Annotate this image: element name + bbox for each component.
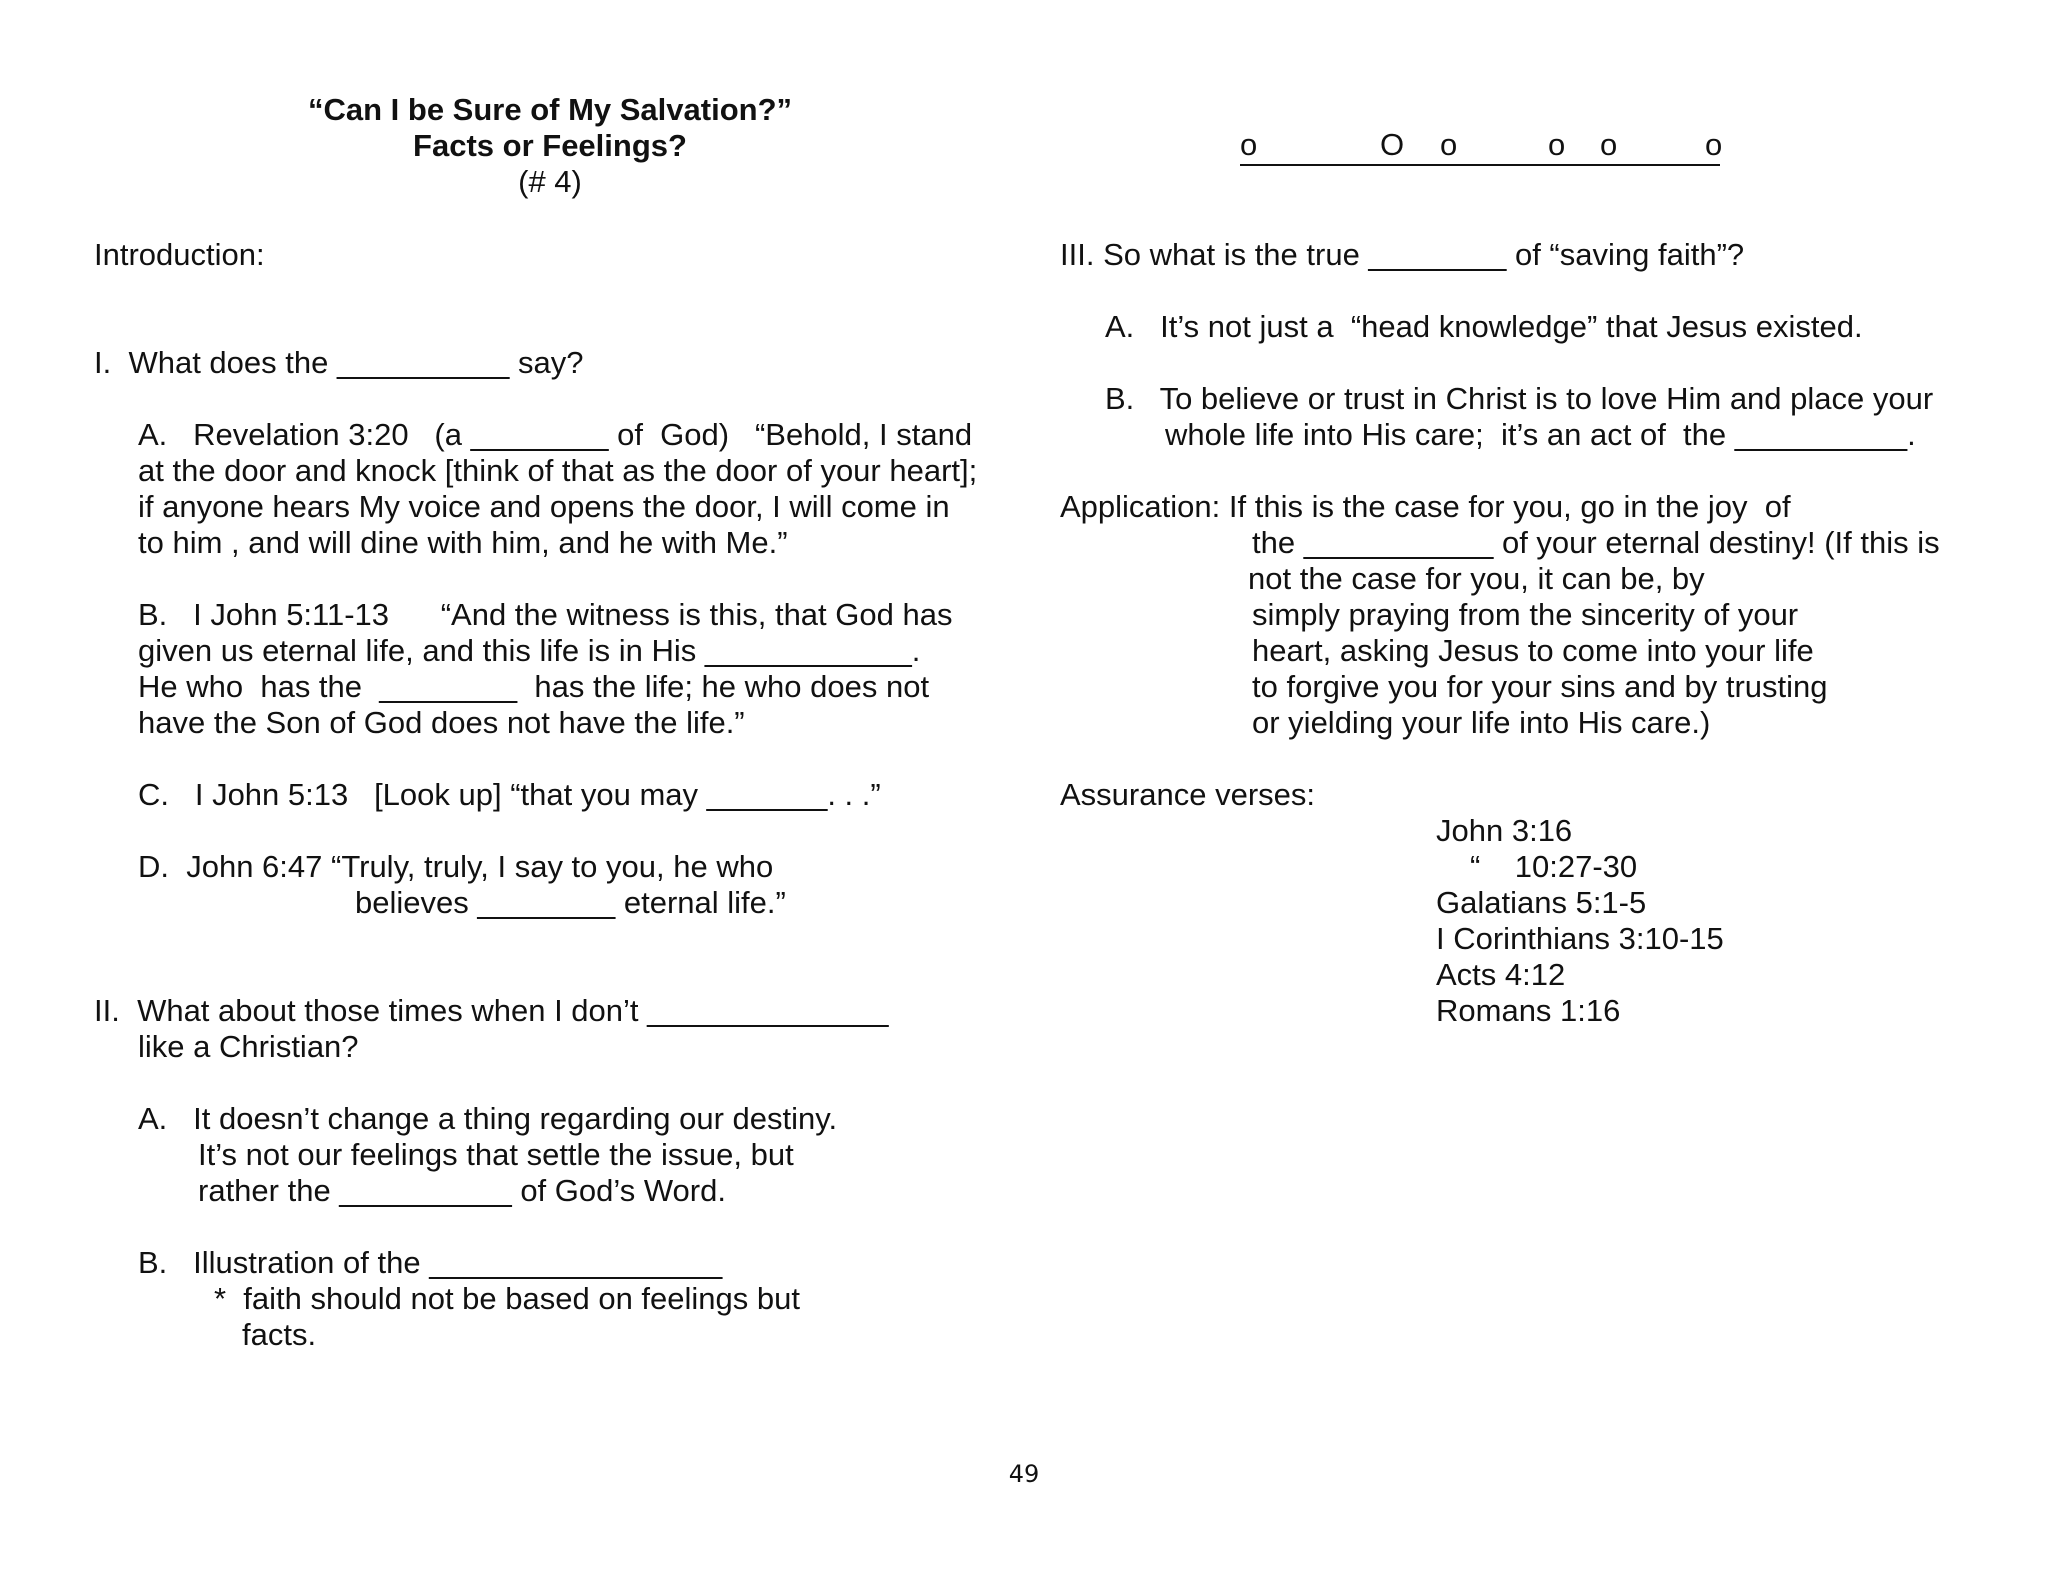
section-1-a-line: if anyone hears My voice and opens the door, I will come in — [138, 489, 950, 524]
application-line: the ___________ of your eternal destiny! (If this is — [1252, 525, 1940, 560]
decor-glyph: o — [1705, 127, 1723, 162]
section-2-a-line: rather the __________ of God’s Word. — [198, 1173, 726, 1208]
assurance-verse: “ 10:27-30 — [1470, 849, 1638, 884]
application-line: to forgive you for your sins and by trusting — [1252, 669, 1828, 704]
decor-glyph: o — [1240, 127, 1258, 162]
section-3-heading: III. So what is the true ________ of “saving faith”? — [1060, 237, 1745, 272]
decor-glyph: O — [1380, 127, 1405, 162]
section-2-b-line: B. Illustration of the _________________ — [138, 1245, 723, 1280]
section-1-heading: I. What does the __________ say? — [94, 345, 584, 380]
section-2-a-line: A. It doesn’t change a thing regarding our destiny. — [138, 1101, 838, 1136]
section-1-b-line: given us eternal life, and this life is in His ____________. — [138, 633, 921, 668]
section-1-b-line: have the Son of God does not have the life.” — [138, 705, 745, 740]
assurance-verse: John 3:16 — [1436, 813, 1573, 848]
section-1-c-line: C. I John 5:13 [Look up] “that you may _______. . .” — [138, 777, 881, 812]
page-title-line2: Facts or Feelings? — [413, 128, 687, 163]
section-1-a-line: to him , and will dine with him, and he with Me.” — [138, 525, 788, 560]
section-2-b-bullet: facts. — [242, 1317, 317, 1352]
section-1-a-line: at the door and knock [think of that as the door of your heart]; — [138, 453, 978, 488]
assurance-label: Assurance verses: — [1060, 777, 1315, 812]
assurance-verse: I Corinthians 3:10-15 — [1436, 921, 1724, 956]
application-line: or yielding your life into His care.) — [1252, 705, 1711, 740]
introduction-label: Introduction: — [94, 237, 265, 272]
section-1-a-line: A. Revelation 3:20 (a ________ of God) “Behold, I stand — [138, 417, 973, 452]
decor-glyph: o — [1440, 127, 1458, 162]
application-line: simply praying from the sincerity of your — [1252, 597, 1799, 632]
section-3-b-line: whole life into His care; it’s an act of the __________. — [1165, 417, 1916, 452]
section-1-b-line: B. I John 5:11-13 “And the witness is this, that God has — [138, 597, 953, 632]
page-title-line1: “Can I be Sure of My Salvation?” — [307, 92, 793, 127]
section-1-b-line: He who has the ________ has the life; he who does not — [138, 669, 930, 704]
application-line: not the case for you, it can be, by — [1248, 561, 1705, 596]
section-1-d-line: D. John 6:47 “Truly, truly, I say to you, he who — [138, 849, 774, 884]
section-2-a-line: It’s not our feelings that settle the issue, but — [198, 1137, 794, 1172]
page-number: 49 — [1008, 1460, 1040, 1488]
section-2-heading: II. What about those times when I don’t ______________ — [94, 993, 889, 1028]
decorative-glyph-row — [1240, 127, 1723, 166]
decor-glyph: o — [1548, 127, 1566, 162]
assurance-verse: Galatians 5:1-5 — [1436, 885, 1647, 920]
assurance-verse: Acts 4:12 — [1436, 957, 1566, 992]
section-3-a-line: A. It’s not just a “head knowledge” that Jesus existed. — [1105, 309, 1863, 344]
page-subtitle: (# 4) — [518, 164, 582, 199]
section-3-b-line: B. To believe or trust in Christ is to love Him and place your — [1105, 381, 1934, 416]
application-line: Application: If this is the case for you, go in the joy of — [1060, 489, 1791, 524]
section-1-d-line: believes ________ eternal life.” — [355, 885, 786, 920]
section-2-heading-cont: like a Christian? — [138, 1029, 359, 1064]
decor-glyph: o — [1600, 127, 1618, 162]
application-line: heart, asking Jesus to come into your life — [1252, 633, 1814, 668]
assurance-verse: Romans 1:16 — [1436, 993, 1621, 1028]
section-2-b-bullet: * faith should not be based on feelings but — [214, 1281, 800, 1316]
